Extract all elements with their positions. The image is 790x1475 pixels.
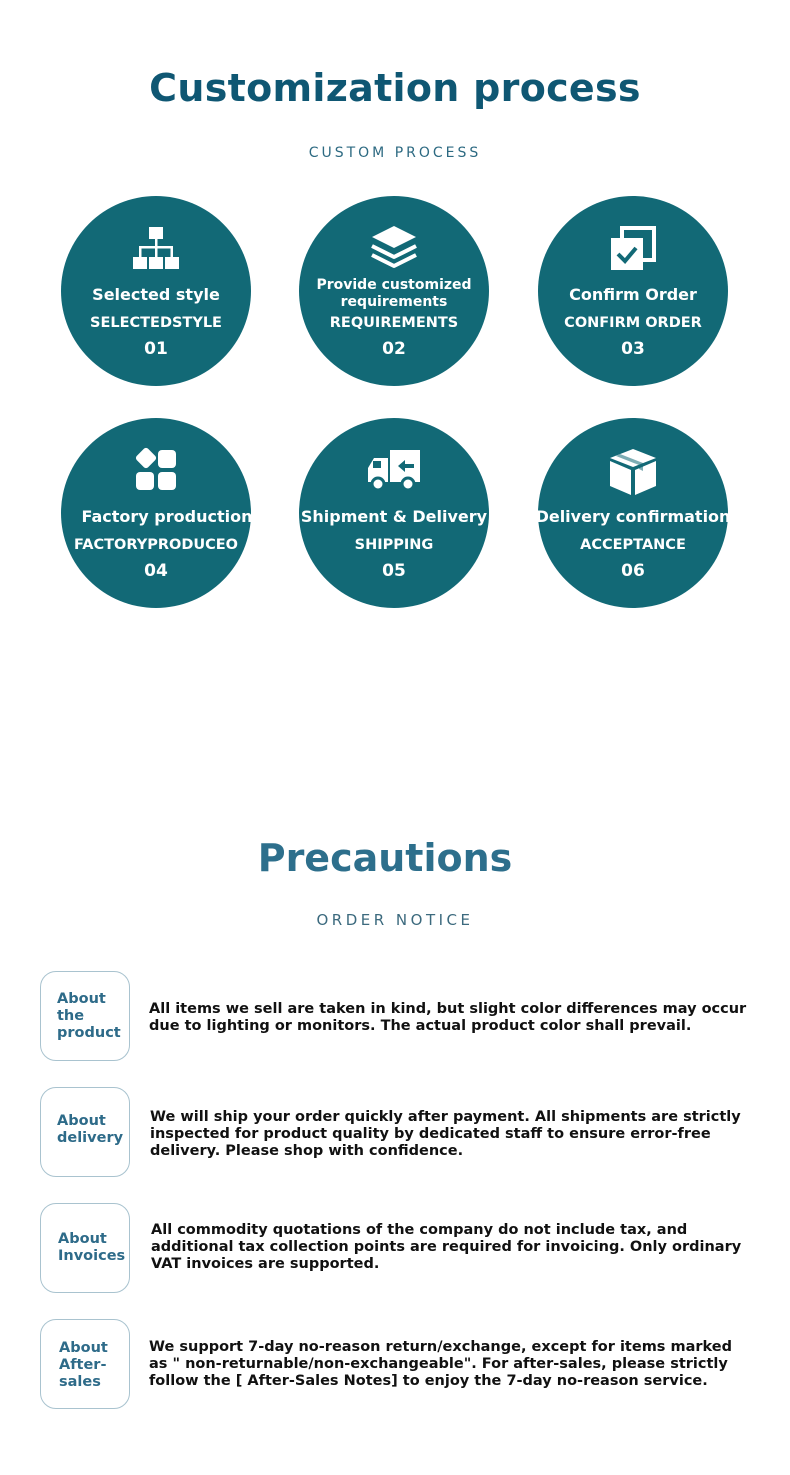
notice-invoices <box>40 1203 760 1293</box>
notice-delivery <box>40 1087 760 1177</box>
step-code: SELECTEDSTYLE <box>90 315 222 331</box>
check-square-icon <box>538 224 728 276</box>
step-name: Factory production <box>81 507 253 526</box>
notice-text: We support 7-day no-reason return/exchange, except for items marked as " non-returnable/non-exchangeable". For after-sales, please strictly follow the [ After-Sales Notes] to enjoy the 7-day no-reason service. <box>149 1339 732 1389</box>
step-number: 01 <box>144 339 168 359</box>
notice-after-sales <box>40 1319 760 1409</box>
step-number: 06 <box>621 561 645 581</box>
step-name: Confirm Order <box>569 285 697 304</box>
notice-text: All items we sell are taken in kind, but slight color differences may occur due to lighting or monitors. The actual product color shall prevail. <box>149 1001 747 1034</box>
step-code: SHIPPING <box>354 537 434 553</box>
step-name: Provide customized requirements <box>316 277 472 310</box>
step-circle-requirements <box>299 196 489 386</box>
notice-label: About After-sales <box>59 1340 108 1390</box>
step-code: REQUIREMENTS <box>329 315 459 331</box>
step-name: Delivery confirmation <box>535 507 731 526</box>
step-code: CONFIRM ORDER <box>564 315 702 331</box>
step-circle-delivery-confirmation <box>535 418 731 608</box>
step-number: 04 <box>144 561 168 581</box>
notice-product <box>40 971 760 1061</box>
step-number: 05 <box>382 561 406 581</box>
step-number: 02 <box>382 339 406 359</box>
notice-label: About the product <box>57 991 121 1041</box>
box-icon <box>538 446 728 498</box>
step-circle-factory-production <box>61 418 251 608</box>
step-name: Selected style <box>92 285 220 304</box>
precautions-title: Precautions <box>257 836 513 880</box>
layers-icon <box>299 224 489 276</box>
step-circle-selected-style <box>61 196 251 386</box>
step-circle-shipment <box>299 418 489 608</box>
notice-label: About delivery <box>57 1113 124 1146</box>
notice-text: All commodity quotations of the company do not include tax, and additional tax collection points are required for invoicing. Only ordinary VAT invoices are supported. <box>151 1222 742 1272</box>
customization-subtitle: CUSTOM PROCESS <box>308 145 482 161</box>
notice-label: About Invoices <box>58 1231 126 1264</box>
step-name: Shipment & Delivery <box>300 507 488 526</box>
step-circle-confirm-order <box>538 196 728 386</box>
grid-icon <box>61 446 251 498</box>
truck-icon <box>299 446 489 498</box>
step-number: 03 <box>621 339 645 359</box>
customization-title: Customization process <box>149 66 641 110</box>
step-code: FACTORYPRODUCEO <box>74 537 238 553</box>
notice-text: We will ship your order quickly after payment. All shipments are strictly inspected for product quality by dedicated staff to ensure error-free delivery. Please shop with confidence. <box>150 1109 741 1159</box>
hierarchy-icon <box>61 224 251 276</box>
step-code: ACCEPTANCE <box>580 537 686 553</box>
precautions-subtitle: ORDER NOTICE <box>316 911 474 929</box>
